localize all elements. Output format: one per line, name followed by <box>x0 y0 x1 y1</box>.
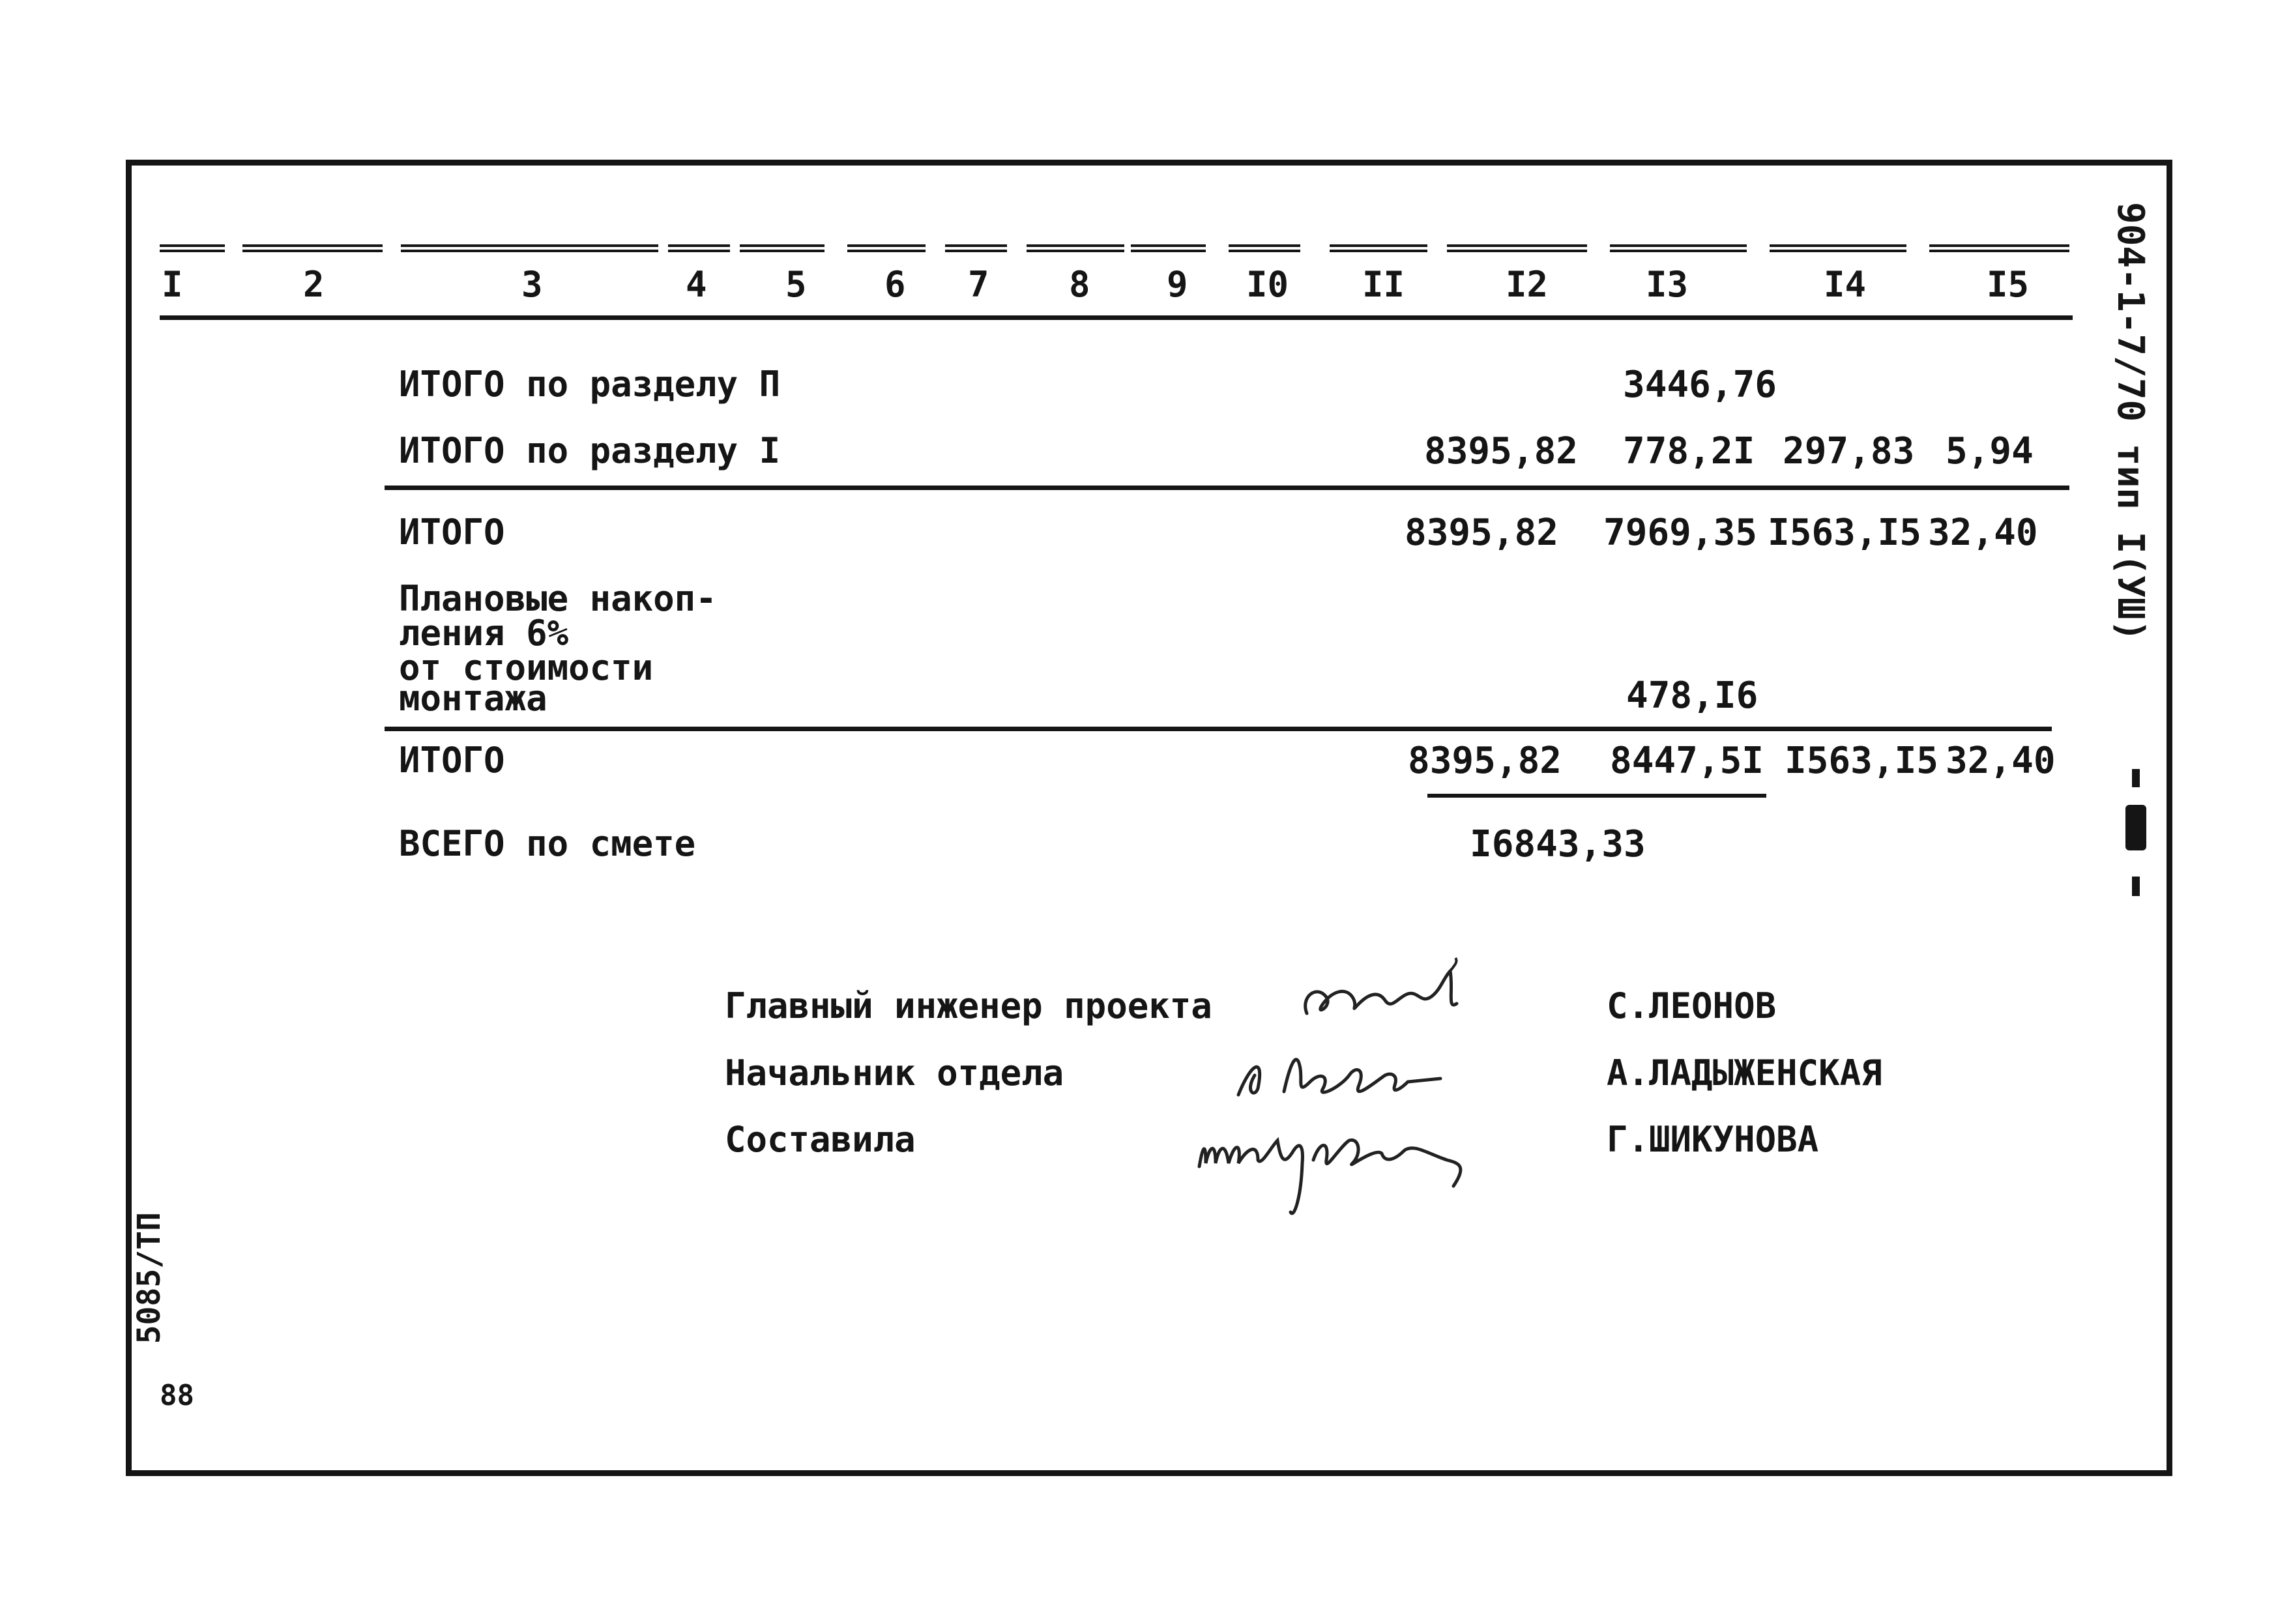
col-num-11: II <box>1362 264 1405 305</box>
row-label-line: от стоимости <box>399 647 654 688</box>
document-frame <box>126 160 2172 1476</box>
row-value-c15: 32,40 <box>1946 740 2056 782</box>
page-number-stamp <box>2122 769 2148 912</box>
row-value-c13: 778,2I <box>1623 430 1755 472</box>
row-label: ИТОГО <box>399 740 505 781</box>
row-value-c14: I563,I5 <box>1768 512 1922 554</box>
signature-title: Начальник отдела <box>725 1052 1064 1094</box>
signature-name: Г.ШИКУНОВА <box>1607 1119 1819 1160</box>
header-bottom-rule <box>160 315 2073 320</box>
col-num-8: 8 <box>1069 264 1090 305</box>
total-rule <box>385 727 2052 731</box>
row-value-c14: 297,83 <box>1783 430 1915 472</box>
col-num-5: 5 <box>785 264 807 305</box>
row-label-line: ления 6% <box>399 613 569 654</box>
row-value-c14: I563,I5 <box>1785 740 1939 782</box>
signature-title: Составила <box>725 1119 916 1160</box>
row-value-c12: 8395,82 <box>1405 512 1559 554</box>
row-value-c15: 32,40 <box>1928 512 2038 554</box>
handwritten-signature-ladyzhenskaya <box>1225 1036 1460 1108</box>
col-num-14: I4 <box>1824 264 1867 305</box>
row-value-c13: 8447,5I <box>1610 740 1764 782</box>
col-num-1: I <box>162 264 183 305</box>
document-code-vertical: 904-1-7/70 тип I(УШ) <box>2109 202 2152 642</box>
row-label-line: монтажа <box>399 678 547 719</box>
row-value-c12: 8395,82 <box>1424 430 1579 472</box>
col-num-10: I0 <box>1246 264 1289 305</box>
col-num-4: 4 <box>686 264 707 305</box>
row-value-c13: 7969,35 <box>1603 512 1758 554</box>
handwritten-signature-leonov <box>1287 951 1483 1036</box>
left-vertical-code: 5085/ТП <box>131 1212 168 1344</box>
col-num-15: I5 <box>1987 264 2030 305</box>
col-num-6: 6 <box>884 264 906 305</box>
row-value-c15: 5,94 <box>1946 430 2034 472</box>
grand-total-label: ВСЕГО по смете <box>399 823 696 864</box>
row-label: ИТОГО по разделу П <box>399 364 781 405</box>
row-value-c13: 3446,76 <box>1623 364 1777 406</box>
col-num-3: 3 <box>521 264 543 305</box>
subtotal-rule <box>385 486 2069 490</box>
row-value-c13: 478,I6 <box>1626 674 1758 717</box>
col-num-13: I3 <box>1646 264 1689 305</box>
grand-total-value: I6843,33 <box>1470 823 1646 865</box>
row-label: ИТОГО <box>399 512 505 553</box>
row-label: ИТОГО по разделу I <box>399 430 781 471</box>
col-num-12: I2 <box>1506 264 1549 305</box>
signature-name: А.ЛАДЫЖЕНСКАЯ <box>1607 1052 1882 1094</box>
col-num-7: 7 <box>968 264 989 305</box>
grand-total-rule <box>1427 794 1766 798</box>
col-num-9: 9 <box>1167 264 1188 305</box>
row-value-c12: 8395,82 <box>1408 740 1562 782</box>
footer-page-number: 88 <box>160 1379 194 1412</box>
signature-name: С.ЛЕОНОВ <box>1607 985 1777 1026</box>
col-num-2: 2 <box>303 264 325 305</box>
signature-title: Главный инженер проекта <box>725 985 1212 1026</box>
row-label-line: Плановые накоп- <box>399 578 717 619</box>
handwritten-signature-shikunova <box>1186 1101 1486 1232</box>
